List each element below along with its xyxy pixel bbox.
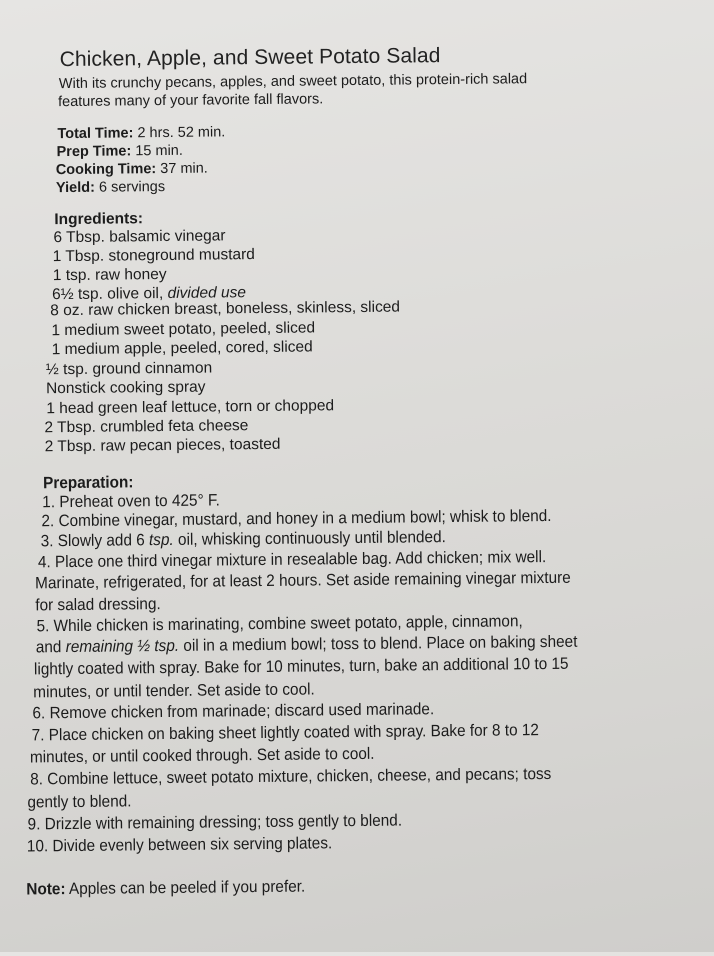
prep-step-4-line-1: 4. Place one third vinegar mixture in resealable bag. Add chicken; mix well.: [37, 548, 547, 572]
prep-step-3: [41, 528, 446, 551]
prep-time-value: 15 min.: [131, 142, 183, 160]
prep-step-1: 1. Preheat oven to 425° F.: [42, 491, 220, 512]
preparation-heading-text: Preparation:: [42, 473, 134, 493]
prep-step-3-text: 3. Slowly add 6: [40, 531, 150, 551]
prep-step-9: 9. Drizzle with remaining dressing; toss gently to blend.: [27, 811, 403, 834]
ingredients-heading: [54, 210, 143, 229]
ingredient-item: 8 oz. raw chicken breast, boneless, skinless, sliced: [50, 298, 401, 320]
yield: [56, 179, 165, 196]
prep-step-4-line-2: Marinate, refrigerated, for at least 2 hours. Set aside remaining vinegar mixture: [35, 568, 571, 593]
prep-step-10: 10. Divide evenly between six serving plates.: [26, 834, 333, 856]
total-time-label: Total Time:: [57, 125, 134, 143]
recipe-note: [26, 878, 305, 900]
prep-time-label: Prep Time:: [56, 143, 132, 161]
prep-time: [57, 143, 183, 160]
cooking-time-label: Cooking Time:: [55, 161, 157, 179]
prep-step-3-rest: oil, whisking continuously until blended.: [173, 528, 446, 549]
ingredient-item: 1 head green leaf lettuce, torn or chopped: [46, 397, 335, 418]
prep-step-6: 6. Remove chicken from marinade; discard used marinade.: [32, 700, 435, 723]
ingredient-item: 2 Tbsp. raw pecan pieces, toasted: [44, 435, 281, 456]
prep-step-5-text: and: [35, 638, 66, 657]
yield-label: Yield:: [55, 179, 96, 197]
ingredients-heading-text: Ingredients:: [54, 210, 144, 229]
ingredient-item: 6 Tbsp. balsamic vinegar: [53, 227, 226, 247]
note-label: Note:: [26, 880, 66, 899]
ingredient-item: ½ tsp. ground cinnamon: [45, 359, 213, 379]
prep-step-3-unit: tsp.: [148, 530, 174, 550]
recipe-title: Chicken, Apple, and Sweet Potato Salad: [59, 44, 441, 72]
yield-value: 6 servings: [94, 178, 166, 196]
recipe-description-line-2: features many of your favorite fall flavors.: [57, 91, 324, 111]
ingredient-item: 1 Tbsp. stoneground mustard: [52, 246, 255, 266]
prep-step-8-line-2: gently to blend.: [27, 792, 132, 812]
cooking-time: [56, 161, 208, 179]
preparation-heading: [43, 473, 134, 493]
ingredient-item: 1 medium apple, peeled, cored, sliced: [51, 338, 313, 359]
prep-step-4-line-3: for salad dressing.: [35, 595, 161, 615]
prep-step-5-line-4: minutes, or until tender. Set aside to cool.: [33, 680, 315, 702]
prep-step-5-rest: oil in a medium bowl; toss to blend. Place on baking sheet: [178, 632, 578, 655]
prep-step-7-line-2: minutes, or until cooked through. Set aside to cool.: [29, 744, 375, 767]
prep-step-5-line-3: lightly coated with spray. Bake for 10 minutes, turn, bake an additional 10 to 15: [33, 654, 569, 679]
ingredient-item: Nonstick cooking spray: [45, 378, 206, 398]
ingredient-item-text: 6½ tsp. olive oil,: [51, 284, 168, 304]
prep-step-5-line-1: 5. While chicken is marinating, combine sweet potato, apple, cinnamon,: [36, 612, 523, 636]
ingredient-item: 1 tsp. raw honey: [52, 265, 167, 285]
prep-step-2: 2. Combine vinegar, mustard, and honey in a medium bowl; whisk to blend.: [41, 506, 552, 531]
note-text: Apples can be peeled if you prefer.: [65, 877, 306, 899]
total-time-value: 2 hrs. 52 min.: [133, 124, 226, 142]
prep-step-8-line-1: 8. Combine lettuce, sweet potato mixture, chicken, cheese, and pecans; toss: [30, 764, 552, 789]
recipe-description-line-1: With its crunchy pecans, apples, and sweet potato, this protein-rich salad: [58, 71, 528, 93]
cooking-time-value: 37 min.: [156, 160, 208, 178]
prep-step-5-italic: remaining ½ tsp.: [65, 636, 180, 657]
prep-step-7-line-1: 7. Place chicken on baking sheet lightly coated with spray. Bake for 8 to 12: [31, 721, 540, 745]
ingredient-item: 2 Tbsp. crumbled feta cheese: [44, 417, 249, 437]
prep-step-5-line-2: [36, 633, 578, 658]
ingredient-item: 1 medium sweet potato, peeled, sliced: [51, 319, 316, 340]
total-time: [57, 124, 225, 142]
ingredient-note: divided use: [167, 284, 247, 302]
